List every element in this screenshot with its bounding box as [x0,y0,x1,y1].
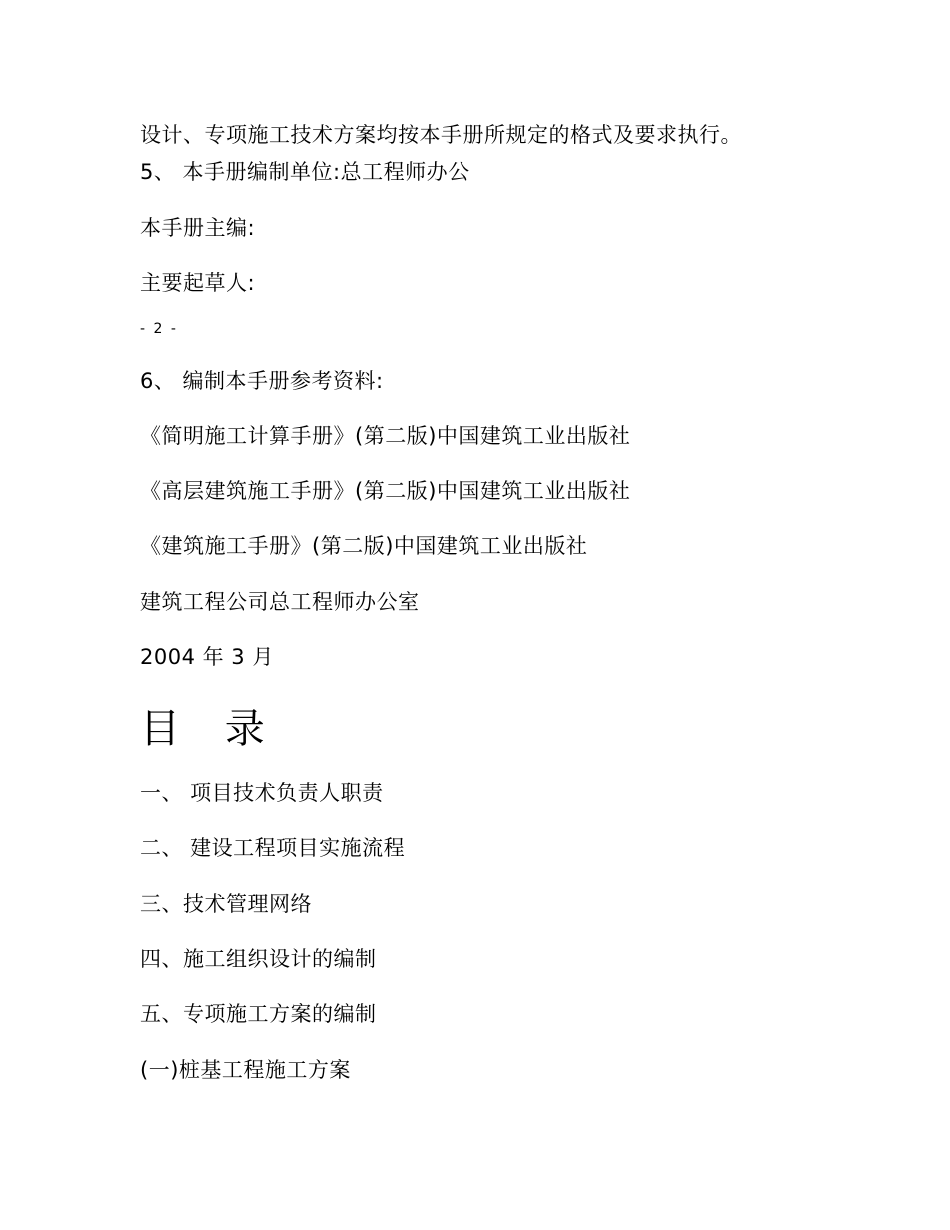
organization-line: 建筑工程公司总工程师办公室 [140,590,420,614]
references-heading: 6、 编制本手册参考资料: [140,369,384,393]
toc-item: 三、技术管理网络 [140,892,312,916]
toc-item: 五、专项施工方案的编制 [140,1002,377,1026]
reference-item: 《简明施工计算手册》(第二版)中国建筑工业出版社 [140,424,631,448]
toc-item: 二、 建设工程项目实施流程 [140,836,406,860]
drafters-line: 主要起草人: [140,271,256,295]
item-5-line: 5、 本手册编制单位:总工程师办公 [140,160,470,184]
reference-item: 《高层建筑施工手册》(第二版)中国建筑工业出版社 [140,479,631,503]
date-line: 2004 年 3 月 [140,645,274,669]
toc-item: 四、施工组织设计的编制 [140,947,377,971]
toc-title: 目 录 [140,706,281,752]
toc-item: 一、 项目技术负责人职责 [140,781,384,805]
toc-item: (一)桩基工程施工方案 [140,1058,351,1082]
intro-line: 设计、专项施工技术方案均按本手册所规定的格式及要求执行。 [140,123,742,147]
page-number: - 2 - [140,321,178,337]
chief-editor-line: 本手册主编: [140,216,256,240]
reference-item: 《建筑施工手册》(第二版)中国建筑工业出版社 [140,534,588,558]
